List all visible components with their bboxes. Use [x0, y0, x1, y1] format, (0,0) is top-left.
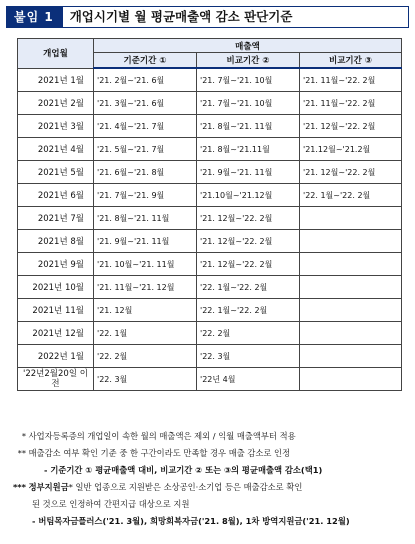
base-period-cell: '21. 2월~'21. 6월	[94, 68, 197, 92]
table-row	[18, 322, 402, 345]
table-row	[18, 115, 402, 138]
document-title	[6, 5, 409, 29]
base-period-cell: '21. 8월~'21. 11월	[94, 207, 197, 230]
table-row	[18, 230, 402, 253]
comparison-period-2-cell: '21.10월~'21.12월	[197, 184, 300, 207]
table-row	[18, 276, 402, 299]
comparison-period-2-cell: '21. 7월~'21. 10월	[197, 68, 300, 92]
comparison-period-2-cell: '21. 8월~'21. 11월	[197, 115, 300, 138]
comparison-period-2-cell: '21. 12월~'22. 2월	[197, 207, 300, 230]
comparison-period-2-cell: '21. 7월~'21. 10월	[197, 92, 300, 115]
base-period-cell: '21. 11월~'21. 12월	[94, 276, 197, 299]
footnote-term: 정부지원금	[28, 482, 69, 492]
open-month-cell: 2021년 4월	[18, 138, 94, 161]
header-base-period: 기준기간 ①	[94, 53, 197, 69]
base-period-cell: '21. 6월~'21. 8월	[94, 161, 197, 184]
footnote-3	[8, 479, 410, 496]
table-row	[18, 92, 402, 115]
footnote-2	[8, 445, 410, 462]
base-period-cell: '21. 7월~'21. 9월	[94, 184, 197, 207]
open-month-cell: 2021년 12월	[18, 322, 94, 345]
comparison-period-3-cell: '21.12월~'21.2월	[300, 138, 402, 161]
table-row	[18, 184, 402, 207]
table-row	[18, 138, 402, 161]
base-period-cell: '21. 4월~'21. 7월	[94, 115, 197, 138]
comparison-period-3-cell: '21. 11월~'22. 2월	[300, 92, 402, 115]
open-month-cell: 2021년 11월	[18, 299, 94, 322]
open-month-cell: 2021년 5월	[18, 161, 94, 184]
footnote-text: 매출감소 여부 확인 기준 중 한 구간이라도 만족할 경우 매출 감소로 인정	[28, 448, 291, 458]
comparison-period-2-cell: '21. 8월~'21.11월	[197, 138, 300, 161]
open-month-cell: 2021년 10월	[18, 276, 94, 299]
header-comparison-period-3: 비교기간 ③	[300, 53, 402, 69]
open-month-cell: 2021년 1월	[18, 68, 94, 92]
comparison-period-3-cell: '21. 11월~'22. 2월	[300, 68, 402, 92]
footnote-mark: *	[21, 431, 26, 441]
base-period-cell: '22. 3월	[94, 368, 197, 391]
open-month-cell: 2021년 2월	[18, 92, 94, 115]
footnote-1	[8, 428, 410, 445]
comparison-period-3-cell	[300, 253, 402, 276]
comparison-period-3-cell	[300, 230, 402, 253]
footnotes	[8, 428, 410, 530]
comparison-period-3-cell	[300, 322, 402, 345]
footnote-3-detail: - 버팀목자금플러스('21. 3월), 희망회복자금('21. 8월), 1차 방역지원금('21. 12월)	[32, 516, 350, 526]
footnote-text: 사업자등록증의 개업일이 속한 월의 매출액은 제외 / 익월 매출액부터 적용	[28, 431, 296, 441]
comparison-period-2-cell: '21. 12월~'22. 2월	[197, 230, 300, 253]
comparison-period-2-cell: '21. 12월~'22. 2월	[197, 253, 300, 276]
comparison-period-3-cell: '22. 1월~'22. 2월	[300, 184, 402, 207]
attachment-badge: 붙임 1	[6, 6, 62, 28]
comparison-period-2-cell: '21. 9월~'21. 11월	[197, 161, 300, 184]
base-period-cell: '21. 3월~'21. 6월	[94, 92, 197, 115]
comparison-period-2-cell: '22. 1월~'22. 2월	[197, 299, 300, 322]
comparison-period-2-cell: '22년 4월	[197, 368, 300, 391]
page-title: 개업시기별 월 평균매출액 감소 판단기준	[62, 6, 409, 28]
comparison-period-3-cell	[300, 299, 402, 322]
open-month-cell: 2021년 9월	[18, 253, 94, 276]
base-period-cell: '22. 2월	[94, 345, 197, 368]
open-month-cell: 2021년 8월	[18, 230, 94, 253]
open-month-cell: 2021년 6월	[18, 184, 94, 207]
footnote-mark: ***	[12, 482, 26, 492]
comparison-period-3-cell	[300, 276, 402, 299]
header-sales: 매출액	[94, 39, 402, 53]
footnote-2-detail: - 기준기간 ① 평균매출액 대비, 비교기간 ② 또는 ③의 평균매출액 감소(택1)	[44, 465, 323, 475]
comparison-period-3-cell: '21. 12월~'22. 2월	[300, 115, 402, 138]
open-month-cell: 2021년 3월	[18, 115, 94, 138]
comparison-period-3-cell: '21. 12월~'22. 2월	[300, 161, 402, 184]
open-month-cell: 2021년 7월	[18, 207, 94, 230]
comparison-period-2-cell: '22. 2월	[197, 322, 300, 345]
base-period-cell: '21. 10월~'21. 11월	[94, 253, 197, 276]
table-row	[18, 299, 402, 322]
table-row	[18, 68, 402, 92]
comparison-period-3-cell	[300, 207, 402, 230]
table-row	[18, 253, 402, 276]
base-period-cell: '21. 12월	[94, 299, 197, 322]
comparison-period-2-cell: '22. 1월~'22. 2월	[197, 276, 300, 299]
header-open-month: 개업월	[18, 39, 94, 69]
comparison-period-3-cell	[300, 345, 402, 368]
base-period-cell: '21. 5월~'21. 7월	[94, 138, 197, 161]
footnote-3-continued: 된 것으로 인정하여 간편지급 대상으로 지원	[32, 499, 190, 509]
table-row	[18, 345, 402, 368]
comparison-period-2-cell: '22. 3월	[197, 345, 300, 368]
table-row	[18, 368, 402, 391]
base-period-cell: '22. 1월	[94, 322, 197, 345]
table-row	[18, 207, 402, 230]
footnote-text: * 일반 업종으로 지원받은 소상공인·소기업 등은 매출감소로 확인	[68, 482, 303, 492]
criteria-table	[17, 38, 402, 391]
open-month-cell: '22년2월20일 이전	[18, 368, 94, 391]
table-row	[18, 161, 402, 184]
header-comparison-period-2: 비교기간 ②	[197, 53, 300, 69]
base-period-cell: '21. 9월~'21. 11월	[94, 230, 197, 253]
footnote-mark: **	[17, 448, 26, 458]
comparison-period-3-cell	[300, 368, 402, 391]
open-month-cell: 2022년 1월	[18, 345, 94, 368]
